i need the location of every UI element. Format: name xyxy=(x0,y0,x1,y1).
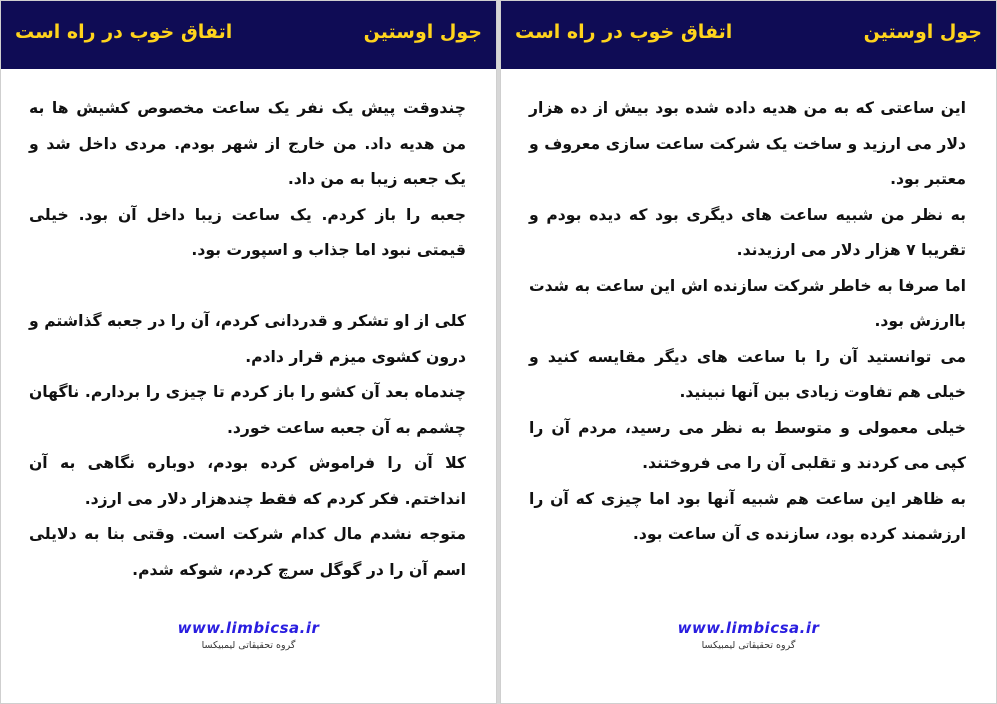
paragraph: می توانستید آن را با ساعت های دیگر مقایسه کنید و خیلی هم تفاوت زیادی بین آنها نبینید. xyxy=(529,347,966,401)
page-header xyxy=(1,1,496,69)
website-link[interactable]: www.limbicsa.ir xyxy=(177,619,320,637)
paragraph: این ساعتی که به من هدیه داده شده بود بیش از ده هزار دلار می ارزید و ساخت یک شرکت ساعت سازی معروف و معتبر بود. xyxy=(529,99,966,188)
page-header xyxy=(501,1,996,69)
page-footer xyxy=(1,619,496,651)
paragraph: به نظر من شبیه ساعت های دیگری بود که دیده بودم و تقریبا ۷ هزار دلار می ارزیدند. xyxy=(529,205,966,259)
paragraph: متوجه نشدم مال کدام شرکت است. وقتی بنا به دلایلی اسم آن را در گوگل سرچ کردم، شوکه شدم. xyxy=(29,525,466,579)
paragraph-gap xyxy=(29,269,466,305)
paragraph: به ظاهر این ساعت هم شبیه آنها بود اما چیزی که آن را ارزشمند کرده بود، سازنده ی آن ساعت بود. xyxy=(529,489,966,543)
page-body xyxy=(529,91,966,553)
author-name: جول اوستین xyxy=(863,21,982,43)
author-name: جول اوستین xyxy=(363,21,482,43)
page-body xyxy=(29,91,466,588)
paragraph: جعبه را باز کردم. یک ساعت زیبا داخل آن بود. خیلی قیمتی نبود اما جذاب و اسپورت بود. xyxy=(29,205,466,259)
paragraph: خیلی معمولی و متوسط به نظر می رسید، مردم آن را کپی می کردند و تقلبی آن را می فروختند. xyxy=(529,418,966,472)
paragraph: چندوقت پیش یک نفر یک ساعت مخصوص کشیش ها به من هدیه داد. من خارج از شهر بودم. مردی داخل شد و یک جعبه زیبا به من داد. xyxy=(29,99,466,188)
paragraph: اما صرفا به خاطر شرکت سازنده اش این ساعت به شدت باارزش بود. xyxy=(529,276,966,330)
paragraph: کلی از او تشکر و قدردانی کردم، آن را در جعبه گذاشتم و درون کشوی میزم قرار دادم. xyxy=(29,312,466,366)
book-title: اتفاق خوب در راه است xyxy=(515,21,733,43)
book-title: اتفاق خوب در راه است xyxy=(15,21,233,43)
group-name: گروه تحقیقاتی لیمبیکسا xyxy=(701,640,796,651)
paragraph: چندماه بعد آن کشو را باز کردم تا چیزی را بردارم. ناگهان چشمم به آن جعبه ساعت خورد. xyxy=(29,383,466,437)
page-left xyxy=(0,0,497,704)
page-right xyxy=(500,0,997,704)
paragraph: کلا آن را فراموش کرده بودم، دوباره نگاهی به آن انداختم. فکر کردم که فقط چندهزار دلار می ارزد. xyxy=(29,454,466,508)
group-name: گروه تحقیقاتی لیمبیکسا xyxy=(201,640,296,651)
page-footer xyxy=(501,619,996,651)
website-link[interactable]: www.limbicsa.ir xyxy=(677,619,820,637)
